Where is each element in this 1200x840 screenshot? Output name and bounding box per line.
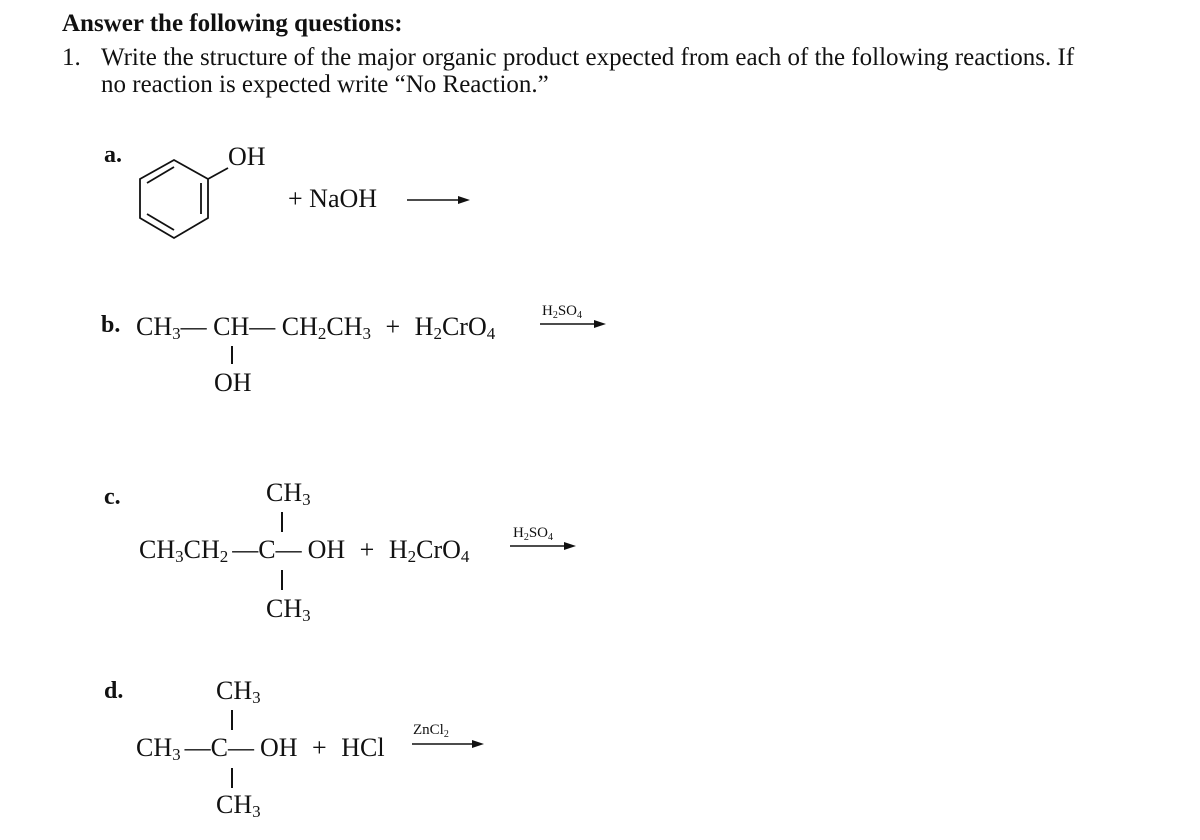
- page-heading: Answer the following questions:: [62, 10, 403, 37]
- reaction-d-top-group: [216, 676, 261, 708]
- reaction-b-group: CH: [326, 312, 363, 341]
- benzene-ring: [140, 160, 228, 238]
- reaction-c-main-line: [139, 535, 469, 567]
- reaction-b-catalyst-sub: 2: [552, 310, 558, 321]
- reaction-d-catalyst-part: ZnCl: [413, 722, 444, 738]
- reaction-b-substituent: OH: [214, 368, 252, 397]
- reaction-c-top-text: CH: [266, 478, 303, 507]
- reaction-c-reagent: [389, 535, 470, 564]
- reaction-b-chain: [136, 312, 495, 344]
- arrow-b: [540, 320, 606, 328]
- reaction-a-label: a.: [104, 142, 122, 168]
- question-number: 1.: [62, 44, 81, 71]
- reaction-c-right-group: OH: [307, 535, 346, 564]
- reaction-b-catalyst-part: SO: [557, 303, 578, 319]
- reaction-c-catalyst-part: SO: [528, 525, 549, 541]
- reaction-d-reagent: HCl: [341, 733, 385, 762]
- reaction-c-catalyst-sub: 2: [523, 532, 529, 543]
- reaction-c-catalyst-sub: 4: [548, 532, 554, 543]
- arrow-d: [412, 740, 484, 748]
- reaction-b-catalyst: [542, 303, 582, 321]
- reaction-b-catalyst-part: H: [542, 303, 553, 319]
- reaction-c-plus: +: [359, 535, 375, 564]
- reaction-b-catalyst-sub: 4: [577, 310, 583, 321]
- reaction-c-catalyst: [513, 525, 553, 543]
- reaction-c-reagent-sub: 2: [407, 547, 417, 566]
- reaction-d-top-sub: 3: [252, 688, 261, 707]
- reaction-d-main-line: [136, 733, 385, 765]
- oh-bond: [208, 168, 228, 179]
- reaction-b-reagent-part: CrO: [441, 312, 487, 341]
- reaction-b-sub: 3: [172, 324, 181, 343]
- reaction-d-catalyst: [413, 722, 449, 740]
- reaction-b-sub: 3: [362, 324, 371, 343]
- reaction-b-group: CH: [136, 312, 173, 341]
- reaction-b-sub: 2: [317, 324, 327, 343]
- arrow-c: [510, 542, 576, 550]
- reaction-c-upper-bond: [281, 512, 283, 532]
- reaction-b-reagent-sub: 4: [486, 324, 496, 343]
- reaction-a-substituent: OH: [228, 142, 266, 171]
- reaction-c-sub: 3: [175, 547, 184, 566]
- reaction-b-reagent: [415, 312, 496, 341]
- reaction-c-reagent-sub: 4: [460, 547, 470, 566]
- reaction-b-reagent-sub: 2: [433, 324, 442, 343]
- reaction-b-group: CH: [275, 312, 318, 341]
- reaction-d-lower-bond: [231, 768, 233, 788]
- reaction-c-sub: 2: [219, 547, 229, 566]
- reaction-d-center-atom: —C—: [184, 733, 254, 762]
- reaction-c-label: c.: [104, 484, 121, 510]
- reaction-c-top-group: [266, 478, 311, 510]
- reaction-c-bottom-sub: 3: [302, 606, 311, 625]
- reaction-c-catalyst-part: H: [513, 525, 524, 541]
- reaction-b-reagent-part: H: [414, 312, 434, 341]
- reaction-d-bottom-group: [216, 790, 261, 822]
- reaction-c-center-atom: —C—: [232, 535, 302, 564]
- reaction-d-label: d.: [104, 678, 124, 704]
- reaction-c-bottom-text: CH: [266, 594, 303, 623]
- reaction-c-part: CH: [139, 535, 176, 564]
- reaction-c-bottom-group: [266, 594, 311, 626]
- reaction-b-vertical-bond: [231, 346, 233, 364]
- reaction-c-part: CH: [183, 535, 220, 564]
- reaction-b-group: — CH—: [180, 312, 276, 341]
- reaction-c-top-sub: 3: [302, 490, 311, 509]
- reaction-d-upper-bond: [231, 710, 233, 730]
- arrow-a: [407, 196, 470, 204]
- reaction-d-plus: +: [312, 733, 327, 762]
- reaction-d-bottom-text: CH: [216, 790, 253, 819]
- reaction-c-reagent-part: CrO: [416, 535, 461, 564]
- reaction-c-lower-bond: [281, 570, 283, 590]
- reaction-a-reagent: + NaOH: [288, 184, 378, 213]
- reaction-d-right-group: OH: [259, 733, 298, 762]
- reaction-d-left-sub: 3: [172, 745, 181, 764]
- reaction-d-bottom-sub: 3: [252, 802, 261, 821]
- reaction-c-reagent-part: H: [388, 535, 408, 564]
- reaction-d-catalyst-sub: 2: [443, 729, 449, 740]
- question-text-line2: no reaction is expected write “No Reaction.”: [101, 71, 549, 98]
- reaction-d-left-text: CH: [136, 733, 173, 762]
- question-text-line1: Write the structure of the major organic product expected from each of the following reactions. If: [101, 44, 1075, 71]
- reaction-b-plus: +: [385, 312, 401, 341]
- reaction-b-label: b.: [101, 312, 121, 338]
- reaction-d-top-text: CH: [216, 676, 253, 705]
